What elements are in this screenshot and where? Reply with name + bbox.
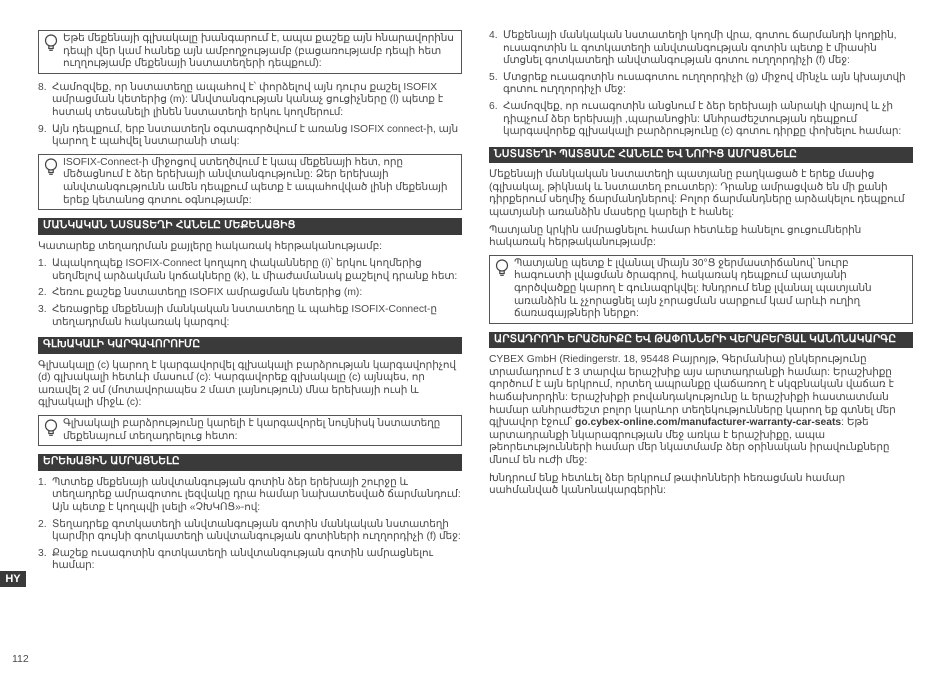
list-item: 8. Համոզվեք, որ նստատեղը ապահով է՝ փորձելով այն դուրս քաշել ISOFIX ամրացման կետերից (m): Անվտանգության կանաչ ցուցիչները (l) պետք է հստակ տեսանելի լինեն նստատեղի երկու կողմերում: [38, 81, 444, 118]
note-text: Գլխակալի բարձրությունը կարելի է կարգավորել նույնիսկ նստատեղը մեքենայում տեղադրելուց հետո: [63, 418, 441, 442]
paragraph: Մեքենայի մանկական նստատեղի պատյանը բաղկացած է երեք մասից (գլխակալ, թիկնակ և նստատեղ բուստեր): Դրանք ամրացված են մի քանի դիրքերում սեղմիչ ճարմանդներով: Բոլոր ճարմանդները արձակելու դեպքում պատյանի առանձին մասերը կարելի է հանել: [489, 169, 905, 219]
note-headrest-removal [38, 30, 462, 74]
list-item: 2. Հեռու քաշեք նստատեղը ISOFIX ամրացման կետերից (m): [38, 287, 363, 299]
section-heading-warranty: ԱՐՏԱԴՐՈՂԻ ԵՐԱՇԽԻՔԸ ԵՎ ԹԱՓՈՆՆԵՐԻ ՎԵՐԱԲԵՐՅԱԼ ԿԱՆՈՆԱԿԱՐԳԸ [489, 332, 913, 349]
note-text: Պատյանը պետք է լվանալ միայն 30°Ց ջերմաստիճանով՝ նուրբ հագուստի լվացման ծրագրով, հակառակ դեպքում պատյանի գործվածքը կարող է գունազրկվել: Խնդրում ենք լվանալ պատյանն առանձին և չչորացնել այն չորացման սարքում կամ արևի ուղիղ ճառագայթների ներքո: [514, 257, 872, 320]
list-item: 6. Համոզվեք, որ ուսագոտին անցնում է ձեր երեխայի անրակի վրայով և չի դիպչում ձեր երեխայի ,պարանոցին: Անհրաժեշտության դեպքում կարգավորեք գլխակալի բարձրությունը (c) գոտու դիրքը փոխելու համար: [489, 100, 902, 138]
section-heading-headrest: ԳԼԽԱԿԱԼԻ ԿԱՐԳԱՎՈՐՈՒՄԸ [38, 337, 462, 354]
paragraph-warranty: CYBEX GmbH (Riedingerstr. 18, 95448 Բայրոյթ, Գերմանիա) ընկերությունը տրամադրում է 3 տարվա երաշխիք այս արտադրանքի համար: Երաշխիքը գործում է այն երկրում, որտեղ ապրանքը վաճառող է սկզբնական վաճառ է հաճախորդին: Երաշխիքի բովանդակությունը և երաշխիքի հաստատման համար անհրաժեշտ բոլոր կարևոր տեղեկությունները կարող եք գտնել մեր գլխավոր էջում՝ go.cybex-online.com/manufacturer-warranty-car-seats: Եթե արտադրանքի նկարագրության մեջ առկա է երաշխիքը, ապա թեորեւությունների համար մեր նկատմամբ ձեր օրինական իրավունքները մնում են ուժի մեջ: [489, 354, 896, 467]
note-text: ISOFIX-Connect-ի միջոցով ստեղծվում է կապ մեքենայի հետ, որը մեծացնում է ձեր երեխայի անվտանգությունը: Ձեր երեխայի անվտանգությունն ամեն դեպքում պետք է ապահովված լինի մեքենայի երեք կետանոց գոտու օգնությամբ: [63, 156, 448, 206]
section-heading-remove: ՄԱՆԿԱԿԱՆ ՆՍՏԱՏԵՂԻ ՀԱՆԵԼԸ ՄԵՔԵՆԱՅԻՑ [38, 218, 462, 235]
lightbulb-icon [495, 259, 509, 277]
list-item: 2. Տեղադրեք գոտկատեղի անվտանգության գոտին մանկական նստատեղի կարմիր գույնի գոտկատեղի անվտանգության գոտիների ուղղորդիչի (f) մեջ: [38, 518, 461, 543]
lightbulb-icon [44, 158, 58, 176]
note-washing [489, 255, 913, 324]
warranty-link[interactable]: go.cybex-online.com/manufacturer-warranty-car-seats [575, 417, 842, 429]
list-item: 4. Մեքենայի մանկական նստատեղի կողմի վրա, գոտու ճարմանդի կողքին, ուսագոտին և գոտկատեղի անվտանգության գոտին պետք է միասին մտցնել գոտկատեղի անվտանգության գոտու ուղղորդիչի (f) մեջ: [489, 30, 897, 67]
paragraph: Կատարեք տեղադրման քայլերը հակառակ հերթականությամբ: [38, 240, 382, 252]
list-item: 1. Ապակողպեք ISOFIX-Connect կողպող փականները (i)՝ երկու կողմերից սեղմելով արձակման կոճակները (k), և միաժամանակ քաշելով դրանք հետ: [38, 258, 458, 282]
section-heading-cover: ՆՍՏԱՏԵՂԻ ՊԱՏՅԱՆԸ ՀԱՆԵԼԸ ԵՎ ՆՈՐԻՑ ԱՄՐԱՑՆԵԼԸ [489, 147, 913, 164]
list-item: 3. Հեռացրեք մեքենայի մանկական նստատեղը և պահեք ISOFIX-Connect-ը տեղադրման հակառակ կարգով: [38, 304, 437, 328]
lightbulb-icon [44, 34, 58, 52]
section-heading-secure-child: ԵՐԵԽԱՅԻՆ ԱՄՐԱՑՆԵԼԸ [38, 454, 462, 471]
secure-child-steps-continued [489, 30, 913, 139]
page-number: 112 [12, 653, 29, 665]
removal-steps [38, 258, 462, 329]
installation-steps-continued [38, 82, 462, 149]
list-item: 1. Պտտեք մեքենայի անվտանգության գոտին ձեր երեխայի շուրջը և տեղադրեք ամրագոտու լեզվակը դրա համար նախատեսված ճարմանդում: Այն պետք է կողպվի լսելի «ՉԽԿՈՑ»-ով: [38, 476, 461, 513]
left-column [38, 30, 462, 578]
note-isofix-connect [38, 154, 462, 210]
language-tab: HY [0, 571, 26, 587]
secure-child-steps [38, 477, 462, 573]
list-item: 5. Մտցրեք ուսագոտին ուսագոտու ուղղորդիչի (g) միջով մինչև այն կխայտվի գոտու ուղղորդիչի մեջ: [489, 71, 906, 96]
lightbulb-icon [44, 419, 58, 437]
paragraph: Խնդրում ենք հետևել ձեր երկրում թափոնների հեռացման համար սահմանված կանոնակարգերին: [489, 472, 846, 497]
paragraph: Պատյանը կրկին ամրացնելու համար հետևեք հանելու ցուցումներին հակառակ հերթականությամբ: [489, 224, 862, 249]
right-column [489, 30, 913, 503]
paragraph: Գլխակալը (c) կարող է կարգավորվել գլխակալի բարձրության կարգավորիչով (d) գլխակալի հետևի մասում (c): Կարգավորեք գլխակալը (c) այնպես, որ առավել 2 սմ (մոտավորապես 2 մատ լայնություն) մնա երեխայի ուսի և գլխակալի միջև (c): [38, 359, 456, 409]
note-text: Եթե մեքենայի գլխակալը խանգարում է, ապա քաշեք այն հնարավորինս դեպի վեր կամ հանեք այն ամբողջությամբ (բացառությամբ դեպի հետ ուղղությամբ մեքենայի նստատեղերի դեպքում): [63, 33, 454, 70]
list-item: 3. Քաշեք ուսագոտին գոտկատեղի անվտանգության գոտին ամրացնելու համար: [38, 547, 434, 572]
list-item: 9. Այն դեպքում, երբ նստատեղն օգտագործվում է առանց ISOFIX connect-ի, այն կարող է պահվել նստարանի տակ: [38, 123, 459, 148]
note-headrest-adjust [38, 415, 462, 446]
